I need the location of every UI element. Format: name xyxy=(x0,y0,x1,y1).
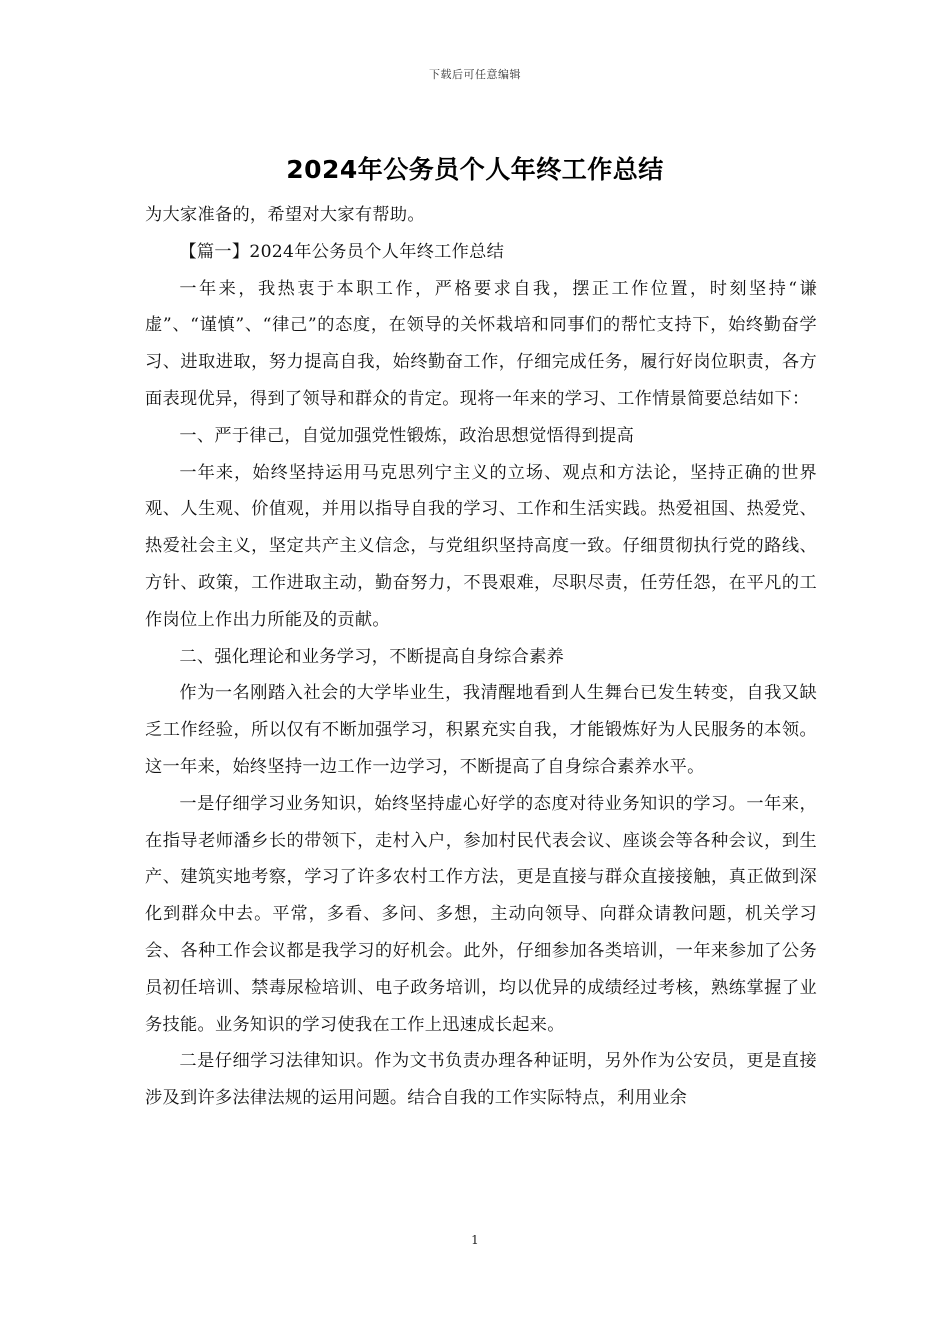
section-heading: 【篇一】2024年公务员个人年终工作总结 xyxy=(179,241,505,262)
intro-paragraph: 为大家准备的，希望对大家有帮助。 xyxy=(145,205,425,225)
header-note: 下载后可任意编辑 xyxy=(429,68,521,81)
body-paragraph: 一是仔细学习业务知识，始终坚持虚心好学的态度对待业务知识的学习。一年来，在指导老师潘乡长的带领下，走村入户，参加村民代表会议、座谈会等各种会议，到生产、建筑实地考察，学习了许多农村工作方法，更是直接与群众直接接触，真正做到深化到群众中去。平常，多看、多问、多想，主动向领导、向群众请教问题，机关学习会、各种工作会议都是我学习的好机会。此外，仔细参加各类培训，一年来参加了公务员初任培训、禁毒尿检培训、电子政务培训，均以优异的成绩经过考核，熟练掌握了业务技能。业务知识的学习使我在工作上迅速成长起来。 xyxy=(145,793,817,1035)
page-number: 1 xyxy=(471,1233,479,1247)
subsection-heading: 二、强化理论和业务学习，不断提高自身综合素养 xyxy=(179,646,565,667)
document-title: 2024年公务员个人年终工作总结 xyxy=(286,155,664,184)
body-paragraph: 二是仔细学习法律知识。作为文书负责办理各种证明，另外作为公安员，更是直接涉及到许多法律法规的运用问题。结合自我的工作实际特点，利用业余 xyxy=(145,1051,817,1109)
body-paragraph: 一年来，我热衷于本职工作，严格要求自我，摆正工作位置，时刻坚持“谦虚”、“谨慎”、“律己”的态度，在领导的关怀栽培和同事们的帮忙支持下，始终勤奋学习、进取进取，努力提高自我，始终勤奋工作，仔细完成任务，履行好岗位职责，各方面表现优异，得到了领导和群众的肯定。现将一年来的学习、工作情景简要总结如下： xyxy=(145,278,817,409)
subsection-heading: 一、严于律己，自觉加强党性锻炼，政治思想觉悟得到提高 xyxy=(179,425,635,446)
document-body xyxy=(145,197,817,1117)
body-paragraph: 作为一名刚踏入社会的大学毕业生，我清醒地看到人生舞台已发生转变，自我又缺乏工作经验，所以仅有不断加强学习，积累充实自我，才能锻炼好为人民服务的本领。这一年来，始终坚持一边工作一边学习，不断提高了自身综合素养水平。 xyxy=(145,683,817,777)
body-paragraph: 一年来，始终坚持运用马克思列宁主义的立场、观点和方法论，坚持正确的世界观、人生观、价值观，并用以指导自我的学习、工作和生活实践。热爱祖国、热爱党、热爱社会主义，坚定共产主义信念，与党组织坚持高度一致。仔细贯彻执行党的路线、方针、政策，工作进取主动，勤奋努力，不畏艰难，尽职尽责，任劳任怨，在平凡的工作岗位上作出力所能及的贡献。 xyxy=(145,462,817,630)
